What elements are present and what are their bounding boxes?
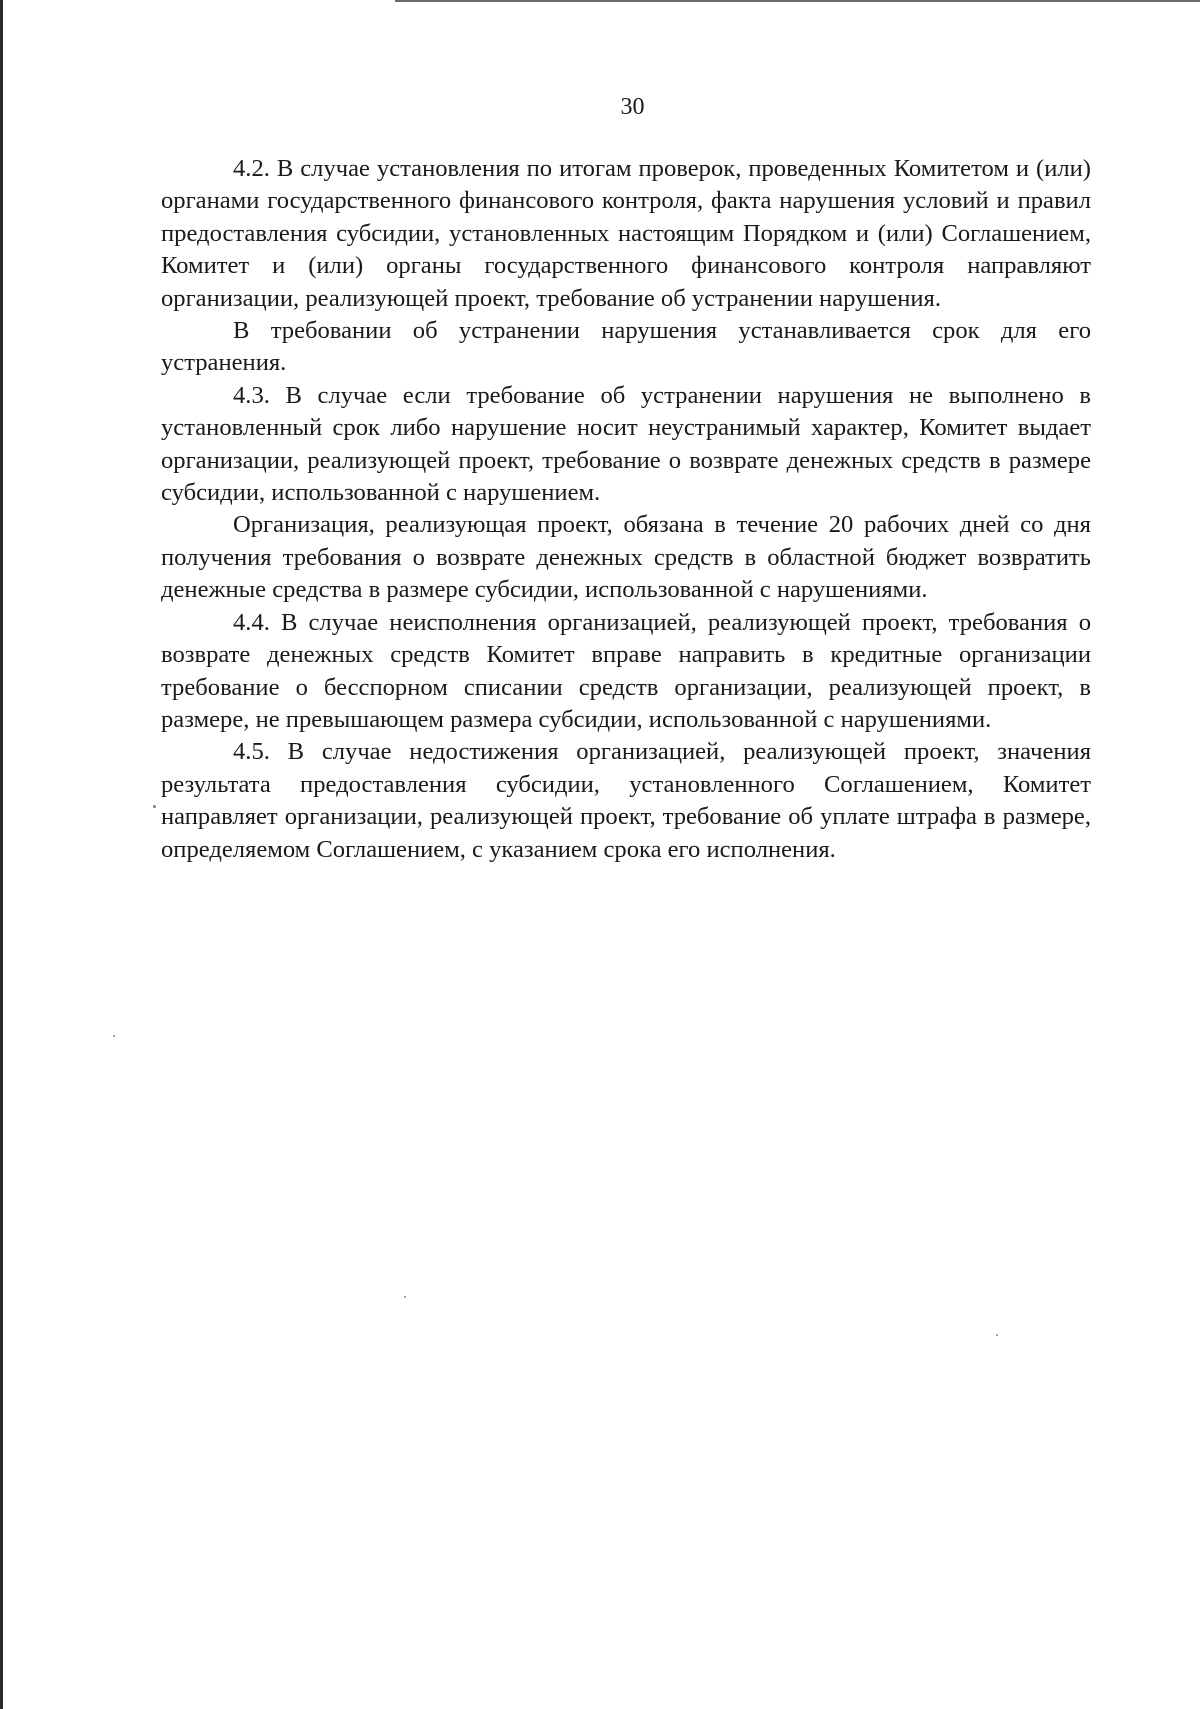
scan-edge-top bbox=[395, 0, 1200, 2]
paragraph-4-3: 4.3. В случае если требование об устранении нарушения не выполнено в установленный срок либо нарушение носит неустранимый характер, Комитет выдает организации, реализующей проект, требование о возврате денежных средств в размере субсидии, использованной с нарушением. bbox=[161, 381, 1091, 507]
paragraph-4-2: 4.2. В случае установления по итогам проверок, проведенных Комитетом и (или) органами государственного финансового контроля, факта нарушения условий и правил предоставления субсидии, установленных настоящим Порядком и (или) Соглашением, Комитет и (или) органы государственного финансового контроля направляют организации, реализующей проект, требование об устранении нарушения. bbox=[161, 155, 1091, 312]
scan-edge-left bbox=[0, 0, 3, 1709]
paragraph-4-2-deadline: В требовании об устранении нарушения устанавливается срок для его устранения. bbox=[161, 317, 1091, 377]
paragraph-4-3-refund: Организация, реализующая проект, обязана в течение 20 рабочих дней со дня получения требования о возврате денежных средств в областной бюджет возвратить денежные средства в размере субсидии, использованной с нарушениями. bbox=[161, 511, 1091, 604]
scan-speck bbox=[404, 1296, 406, 1298]
paragraph-4-4: 4.4. В случае неисполнения организацией, реализующей проект, требования о возврате денежных средств Комитет вправе направить в кредитные организации требование о бесспорном списании средств организации, реализующей проект, в размере, не превышающем размера субсидии, использованной с нарушениями. bbox=[161, 608, 1091, 733]
scan-speck bbox=[996, 1334, 998, 1336]
scan-speck bbox=[113, 1035, 115, 1037]
page-number: 30 bbox=[620, 94, 645, 120]
paragraph-4-5: 4.5. В случае недостижения организацией, реализующей проект, значения результата предоставления субсидии, установленного Соглашением, Комитет направляет организации, реализующей проект, требование об уплате штрафа в размере, определяемом Соглашением, с указанием срока его исполнения. bbox=[161, 738, 1091, 863]
document-body bbox=[161, 153, 1091, 866]
scan-speck bbox=[153, 805, 156, 808]
